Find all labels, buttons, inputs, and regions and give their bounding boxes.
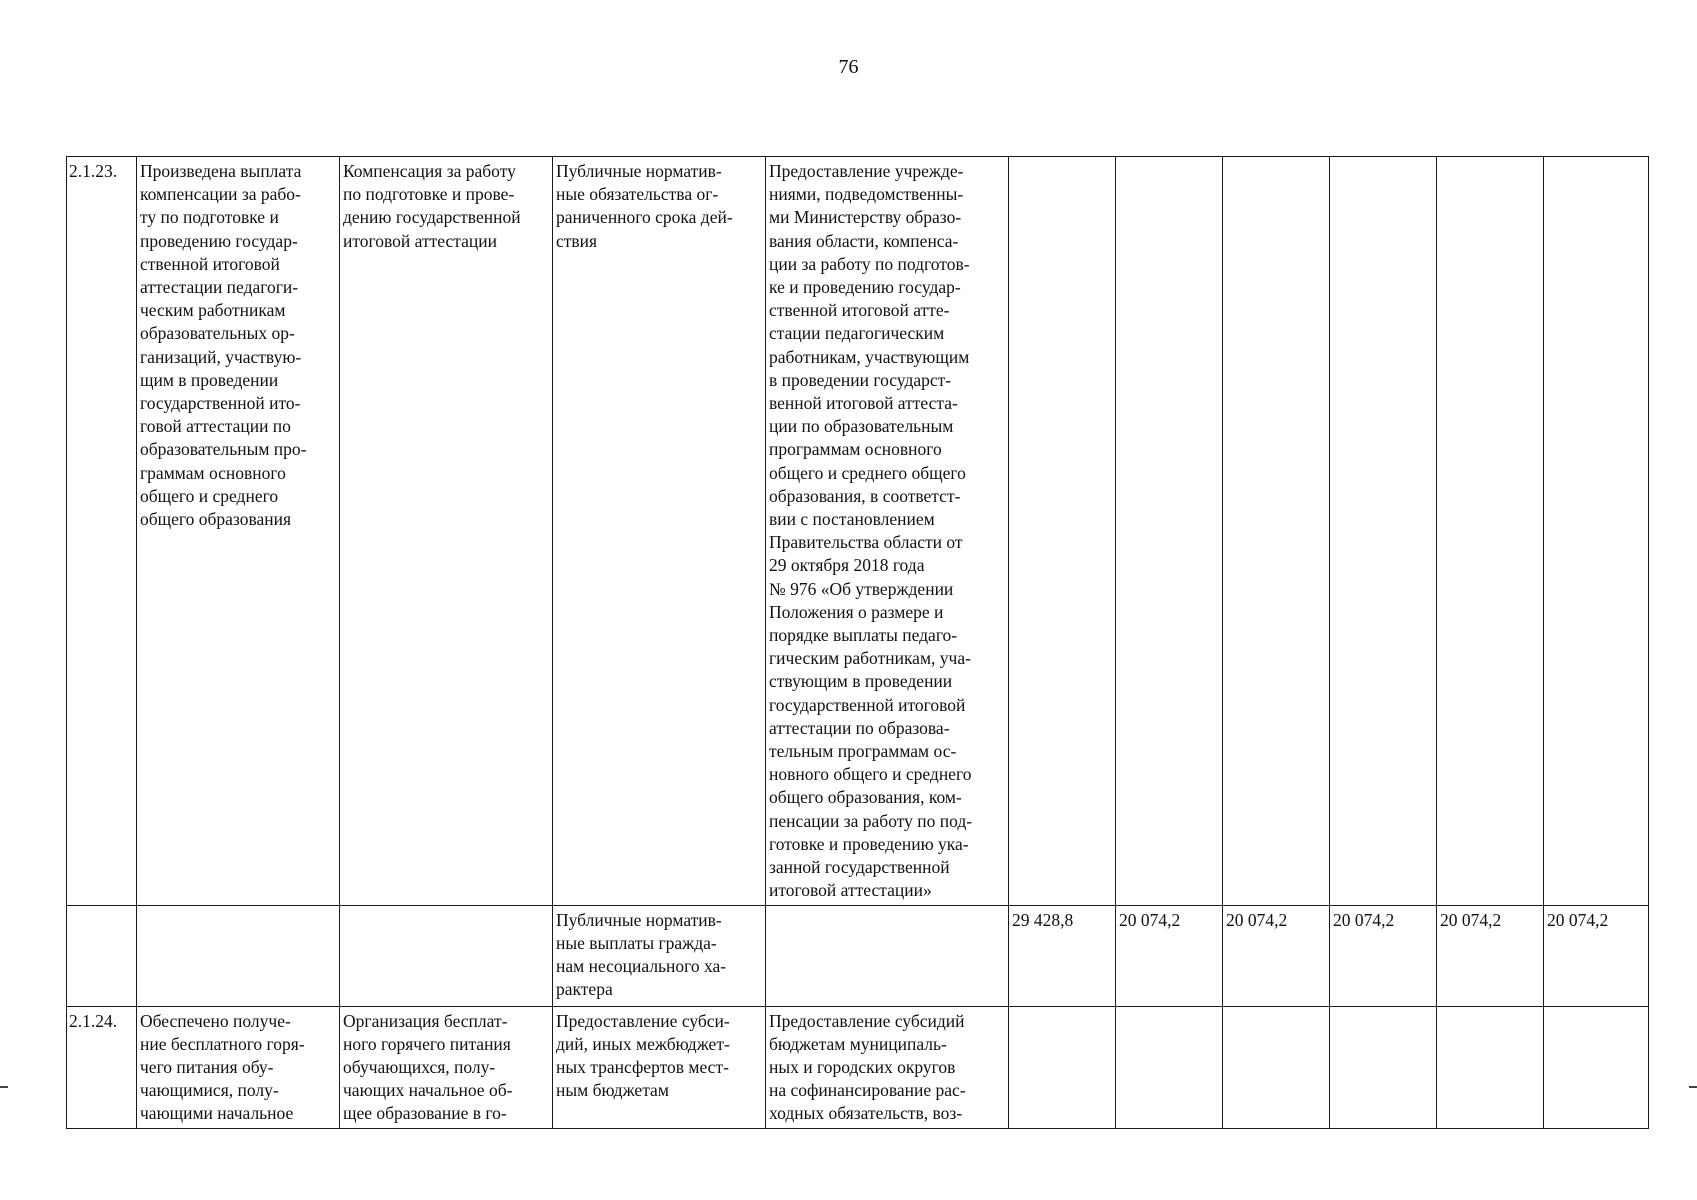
value-cell <box>1223 1006 1330 1128</box>
scan-mark-left <box>0 1086 8 1088</box>
value-cell: 20 074,2 <box>1116 905 1223 1006</box>
value-cell <box>1437 157 1544 906</box>
value-cell <box>1330 157 1437 906</box>
result-cell: Обеспечено получе- ние бесплатного горя- чего питания обу- чающимися, полу- чающими начальное <box>137 1006 340 1128</box>
value-cell <box>1223 157 1330 906</box>
event-cell <box>340 905 553 1006</box>
row-number: 2.1.23. <box>67 157 137 906</box>
obligation-type-cell: Публичные норматив- ные выплаты гражда- нам несоциального ха- рактера <box>553 905 766 1006</box>
value-cell <box>1330 1006 1437 1128</box>
obligation-type-cell: Публичные норматив- ные обязательства ог- раниченного срока дей- ствия <box>553 157 766 906</box>
page-number: 76 <box>838 56 859 78</box>
result-cell <box>137 905 340 1006</box>
value-cell: 20 074,2 <box>1437 905 1544 1006</box>
description-cell: Предоставление субсидий бюджетам муниципаль- ных и городских округов на софинансирование рас- ходных обязательств, воз- <box>766 1006 1009 1128</box>
value-cell <box>1009 1006 1116 1128</box>
obligation-type-cell: Предоставление субси- дий, иных межбюджет- ных трансфертов мест- ным бюджетам <box>553 1006 766 1128</box>
value-cell <box>1116 1006 1223 1128</box>
value-cell <box>1009 157 1116 906</box>
measures-table <box>66 156 1649 1129</box>
row-number <box>67 905 137 1006</box>
value-cell: 29 428,8 <box>1009 905 1116 1006</box>
value-cell: 20 074,2 <box>1544 905 1649 1006</box>
table-row <box>67 905 1649 1006</box>
description-cell: Предоставление учрежде- ниями, подведомственны- ми Министерству образо- вания области, компенса- ции за работу по подготов- ке и проведению государ- ственной итоговой атте- стации педагогическим работникам, участвующим в проведении государст- венной итоговой аттеста- ции по образовательным программам основного общего и среднего общего образования, в соответст- вии с постановлением Правительства области от 29 октября 2018 года № 976 «Об утверждении Положения о размере и порядке выплаты педаго- гическим работникам, уча- ствующим в проведении государственной итоговой аттестации по образова- тельным программам ос- новного общего и среднего общего образования, ком- пенсации за работу по под- готовке и проведению ука- занной государственной итоговой аттестации» <box>766 157 1009 906</box>
value-cell <box>1437 1006 1544 1128</box>
event-cell: Организация бесплат- ного горячего питания обучающихся, полу- чающих начальное об- щее образование в го- <box>340 1006 553 1128</box>
scan-mark-right <box>1689 1086 1697 1088</box>
result-cell: Произведена выплата компенсации за рабо- ту по подготовке и проведению государ- ственной итоговой аттестации педагоги- ческим работникам образовательных ор- ганизаций, участвую- щим в проведении государственной ито- говой аттестации по образовательным про- граммам основного общего и среднего общего образования <box>137 157 340 906</box>
row-number: 2.1.24. <box>67 1006 137 1128</box>
value-cell <box>1116 157 1223 906</box>
value-cell: 20 074,2 <box>1330 905 1437 1006</box>
table-row <box>67 157 1649 906</box>
description-cell <box>766 905 1009 1006</box>
value-cell: 20 074,2 <box>1223 905 1330 1006</box>
value-cell <box>1544 157 1649 906</box>
event-cell: Компенсация за работу по подготовке и прове- дению государственной итоговой аттестации <box>340 157 553 906</box>
value-cell <box>1544 1006 1649 1128</box>
table-row <box>67 1006 1649 1128</box>
